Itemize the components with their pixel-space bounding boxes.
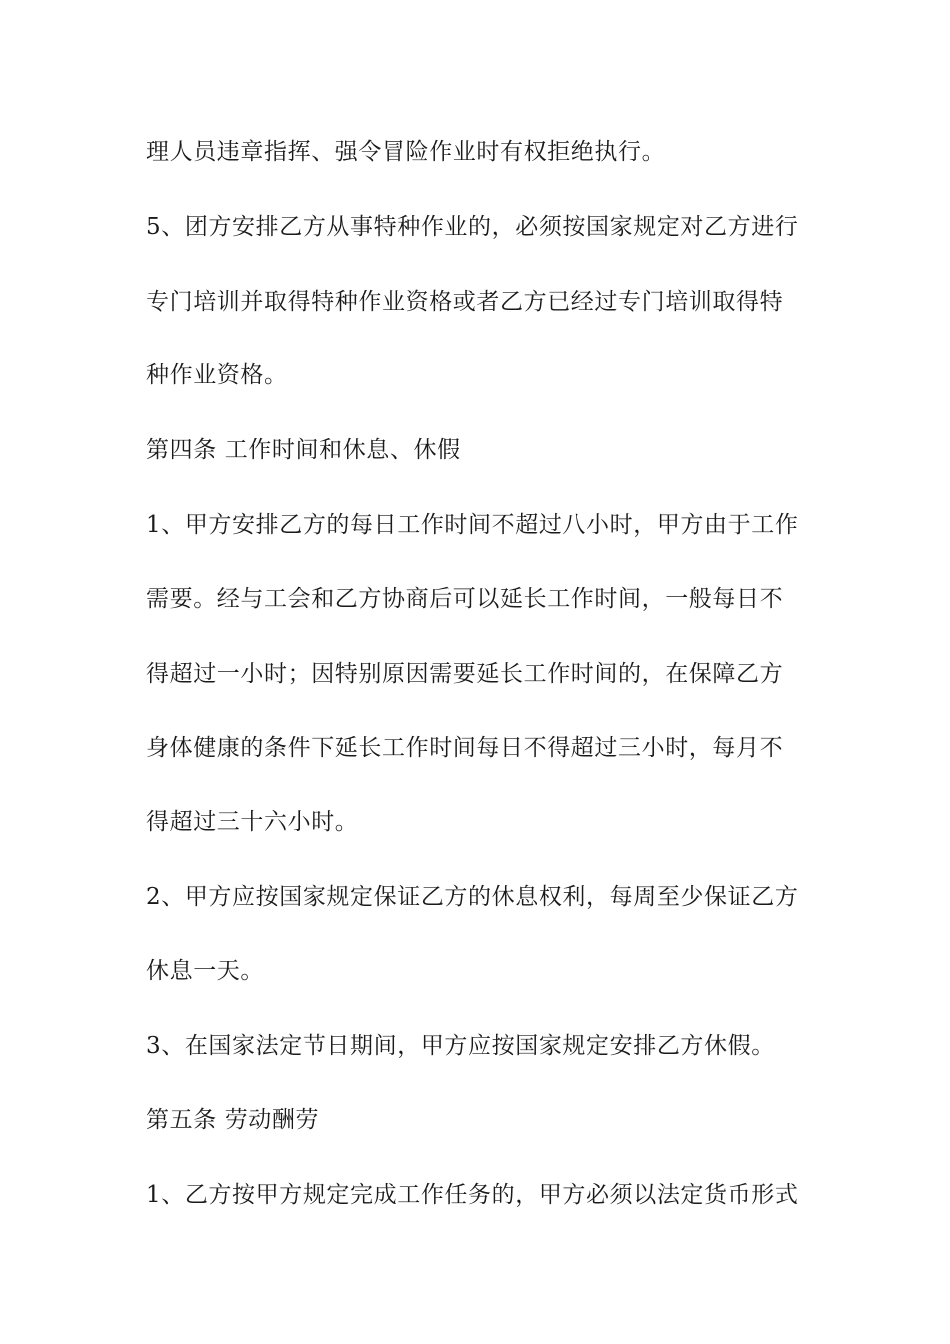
text-line: 3、在国家法定节日期间，甲方应按国家规定安排乙方休假。 xyxy=(146,1033,775,1059)
text-line: 2、甲方应按国家规定保证乙方的休息权利，每周至少保证乙方 xyxy=(146,884,799,910)
text-line: 5、团方安排乙方从事特种作业的，必须按国家规定对乙方进行 xyxy=(146,214,799,240)
text-line: 专门培训并取得特种作业资格或者乙方已经过专门培训取得特 xyxy=(146,289,784,315)
text-line: 种作业资格。 xyxy=(146,362,288,388)
text-line: 得超过三十六小时。 xyxy=(146,809,359,835)
section-heading: 第五条 劳动酬劳 xyxy=(146,1107,320,1133)
text-line: 1、甲方安排乙方的每日工作时间不超过八小时，甲方由于工作 xyxy=(146,512,799,538)
text-line: 身体健康的条件下延长工作时间每日不得超过三小时，每月不 xyxy=(146,735,784,761)
section-heading: 第四条 工作时间和休息、休假 xyxy=(146,437,461,463)
text-line: 理人员违章指挥、强令冒险作业时有权拒绝执行。 xyxy=(146,139,666,165)
text-line: 休息一天。 xyxy=(146,958,264,984)
text-line: 需要。经与工会和乙方协商后可以延长工作时间，一般每日不 xyxy=(146,586,784,612)
text-line: 1、乙方按甲方规定完成工作任务的，甲方必须以法定货币形式 xyxy=(146,1182,799,1208)
text-line: 得超过一小时；因特别原因需要延长工作时间的，在保障乙方 xyxy=(146,661,784,687)
